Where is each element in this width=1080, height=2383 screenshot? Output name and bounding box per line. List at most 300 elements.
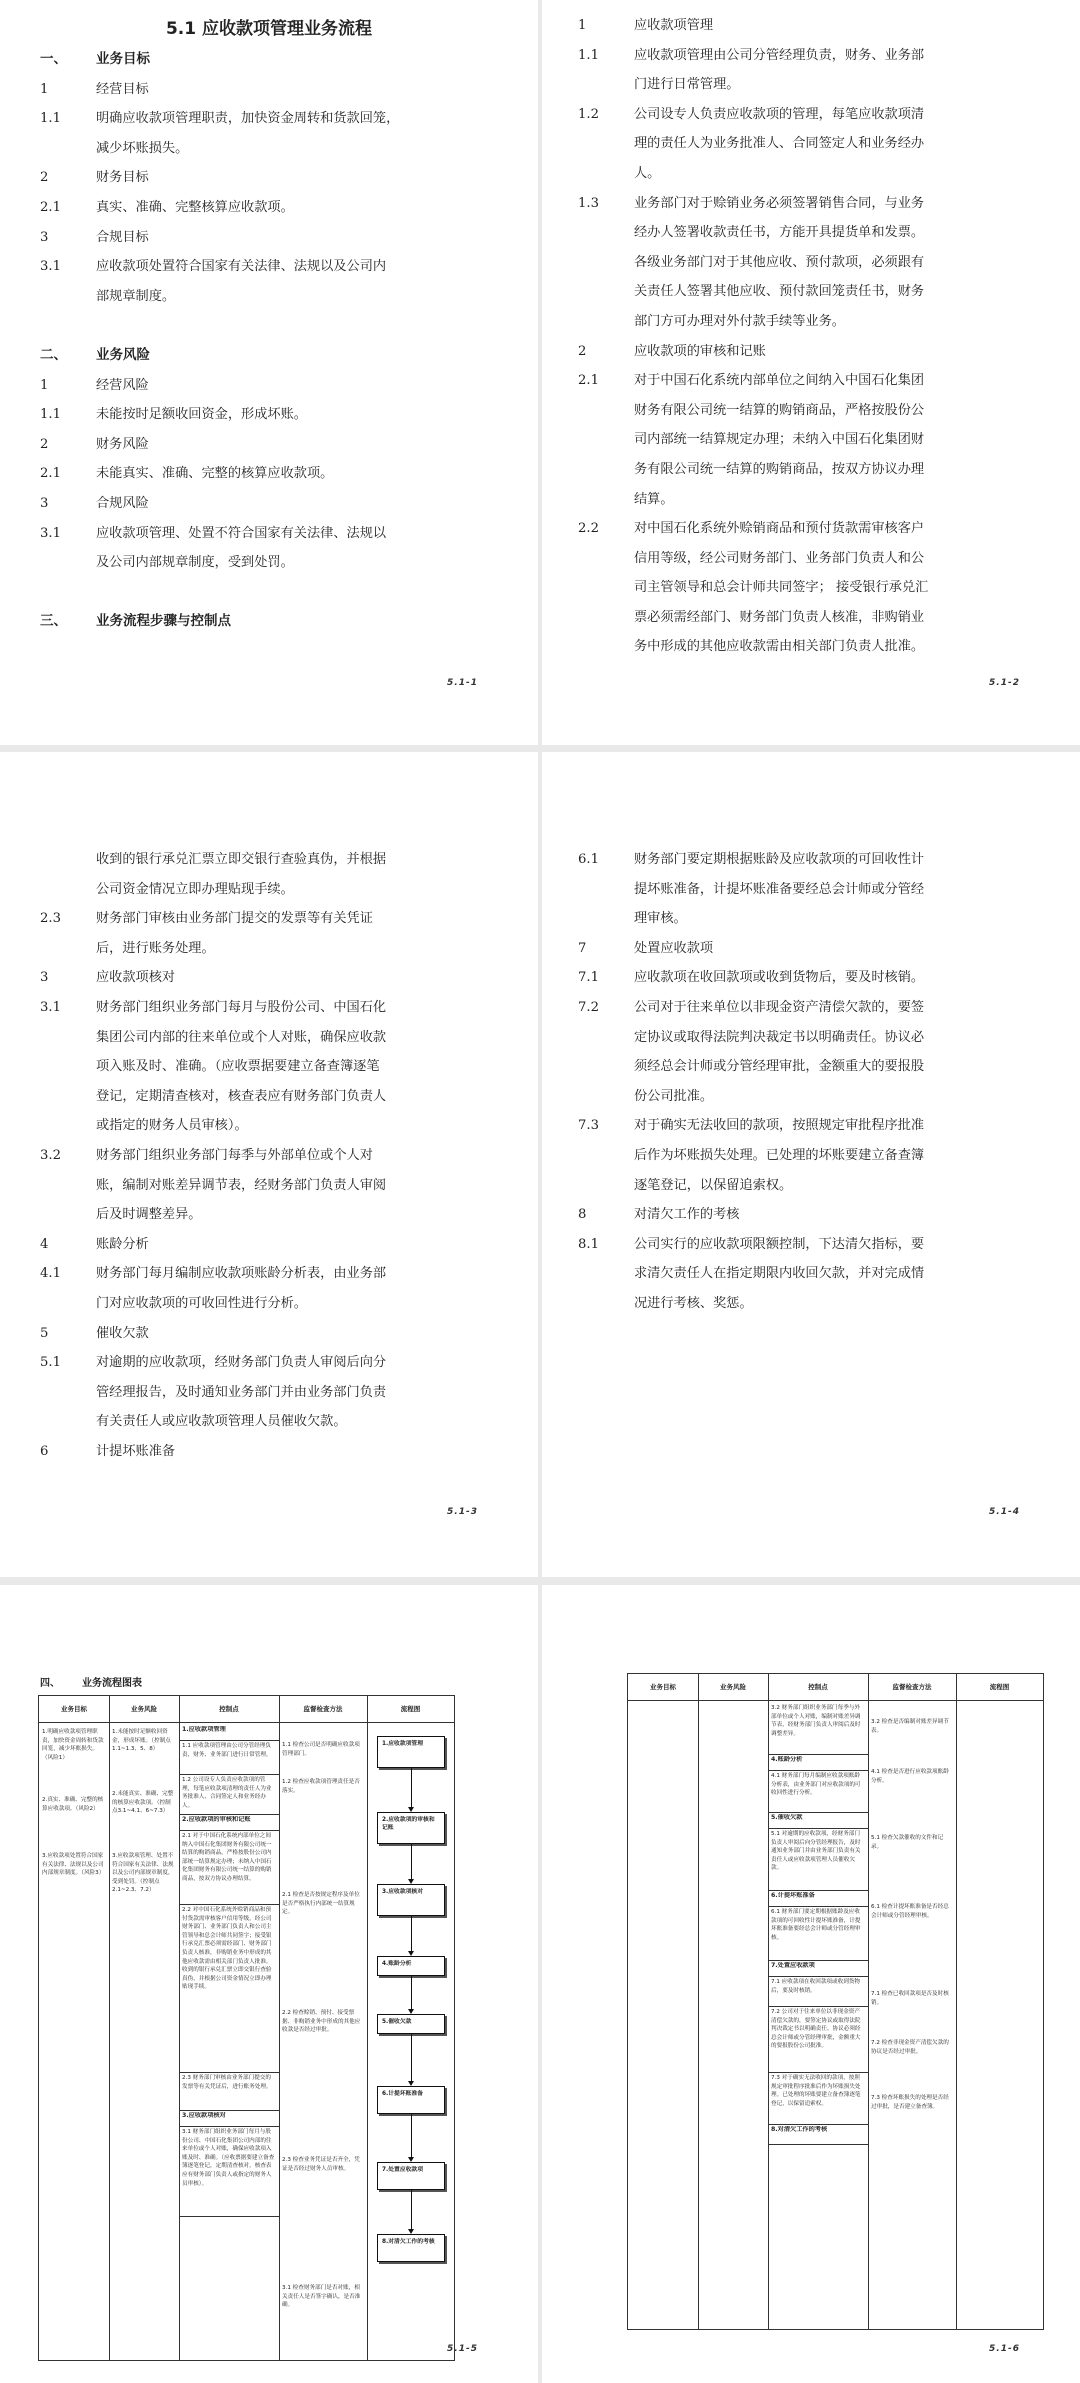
document-page-5	[0, 1585, 538, 2383]
check-method: 3.2 检查是否编制对账差异调节表。	[871, 1719, 949, 1734]
clause-text: 未能按时足额收回资金，形成坏账。	[96, 407, 307, 423]
clause-text: 经营风险	[96, 377, 149, 393]
clause-text: 财务部门组织业务部门每季与外部单位或个人对	[96, 1147, 373, 1163]
clause-number: 二、	[40, 346, 67, 363]
clause-text: 应收款项核对	[96, 970, 176, 986]
business-risk: 2.未能真实、准确、完整的核算应收款项。（控制点3.1~4.1、6~7.3）	[112, 1791, 174, 1815]
flowchart-step: 8.对清欠工作的考核	[377, 2234, 445, 2262]
clause-text: 份公司批准。	[634, 1088, 714, 1104]
page-number: 5.1-3	[447, 1507, 478, 1517]
text-line	[40, 459, 498, 489]
column-rule	[279, 1696, 280, 2360]
control-point: 7.2 公司对于往来单位以非现金资产清偿欠款的，要签定协议或取得法院判决裁定书以明确责任。协议必须经总会计师或分管经理审批，金额重大的要报股份公司批准。	[771, 2009, 861, 2050]
check-method: 2.1 检查是否按规定程序及单位是否严格执行内部统一结算规定。	[282, 1892, 360, 1916]
clause-text: 催收欠款	[96, 1325, 149, 1341]
text-line	[40, 75, 498, 105]
text-line	[40, 1348, 498, 1378]
business-goal: 1.明确应收款项管理职责，加快资金周转和货款回笼，减少坏账损失。（风险1）	[42, 1729, 104, 1761]
check-method: 1.1 检查公司是否明确应收款项管理部门。	[282, 1742, 360, 1757]
clause-text: 业务流程步骤与控制点	[96, 613, 231, 630]
clause-text: 业务风险	[96, 346, 150, 363]
text-line	[578, 277, 1040, 307]
document-page-6	[542, 1585, 1080, 2383]
clause-number: 2	[40, 170, 49, 186]
row-rule	[768, 1890, 868, 1891]
row-rule	[768, 1770, 868, 1771]
clause-number: 1	[578, 18, 587, 33]
section-heading	[40, 45, 498, 75]
business-risk: 3.应收款项管理、处置不符合国家有关法律、法规以及公司内部规章制度，受到处罚。（控制点2.1~2.3、7.2）	[112, 1853, 174, 1894]
text-line	[578, 189, 1040, 219]
row-rule	[768, 1812, 868, 1813]
flowchart-connector	[411, 2114, 412, 2157]
text-line	[40, 875, 498, 905]
clause-text: 未能真实、准确、完整的核算应收款项。	[96, 466, 334, 482]
clause-text: 财务部门审核由业务部门提交的发票等有关凭证	[96, 911, 373, 927]
column-header: 控制点	[219, 1705, 239, 1713]
text-line	[578, 41, 1040, 71]
text-line	[40, 993, 498, 1023]
text-line	[578, 396, 1040, 426]
clause-number: 7	[578, 940, 587, 956]
clause-number: 2.1	[40, 199, 61, 215]
clause-number: 5	[40, 1325, 49, 1341]
clause-text: 财务风险	[96, 436, 149, 452]
page-number: 5.1-4	[989, 1507, 1020, 1517]
clause-text: 后，进行账务处理。	[96, 940, 215, 956]
clause-text: 应收款项在收回款项或收到货物后，要及时核销。	[634, 970, 925, 986]
flowchart-step: 1.应收款项管理	[377, 1736, 445, 1768]
clause-number: 2	[40, 436, 49, 452]
clause-text: 应收款项的审核和记账	[634, 343, 766, 359]
text-line	[40, 1052, 498, 1082]
document-page-1	[0, 0, 538, 745]
clause-number: 2.2	[578, 521, 599, 537]
text-line	[40, 104, 498, 134]
flowchart-step: 5.催收欠款	[377, 2014, 445, 2034]
clause-text: 公司资金情况立即办理贴现手续。	[96, 881, 294, 897]
clause-text: 集团公司内部的往来单位或个人对账，确保应收款	[96, 1029, 387, 1045]
row-rule	[179, 2110, 279, 2111]
clause-number: 三、	[40, 613, 67, 630]
row-rule	[768, 1960, 868, 1961]
clause-text: 经营目标	[96, 81, 149, 97]
control-section: 1.应收款项管理	[182, 1726, 226, 1733]
text-line	[578, 603, 1040, 633]
text-line	[578, 485, 1040, 515]
clause-text: 提坏账准备，计提坏账准备要经总会计师或分管经	[634, 881, 925, 897]
clause-text: 后及时调整差异。	[96, 1207, 202, 1223]
clause-number: 一、	[40, 51, 67, 67]
clause-number: 2.1	[40, 466, 61, 482]
clause-text: 务中形成的其他应收款需由相关部门负责人批准。	[634, 639, 925, 655]
clause-number: 4	[40, 1236, 49, 1252]
text-line	[578, 875, 1040, 905]
control-point: 1.1 应收款项管理由公司分管经理负责，财务、业务部门进行日常管理。	[182, 1743, 272, 1758]
check-method: 7.2 检查非现金资产清偿欠款的协议是否经过审批。	[871, 2040, 949, 2055]
clause-number: 1.1	[578, 47, 599, 63]
text-line	[578, 248, 1040, 278]
control-point: 2.1 对于中国石化系统内部单位之间纳入中国石化集团财务有限公司统一结算的购销商品，严格按股份公司内部统一结算规定办理；未纳入中国石化集团财务有限公司统一结算的购销商品，按双方协议办理结算。	[182, 1833, 272, 1882]
text-line	[40, 548, 498, 578]
clause-text: 对逾期的应收款项，经财务部门负责人审阅后向分	[96, 1355, 387, 1371]
check-method: 2.2 检查赊销、预付、接受票据、非购销业务中形成的其他应收款是否经过审批。	[282, 2010, 361, 2034]
text-line	[40, 904, 498, 934]
flowchart-step: 3.应收款项核对	[377, 1884, 445, 1916]
text-line	[40, 519, 498, 549]
text-line	[578, 425, 1040, 455]
text-line	[578, 100, 1040, 130]
check-method: 7.3 检查坏账损失的处理是否经过审批，是否建立备查簿。	[871, 2095, 949, 2110]
row-rule	[768, 1976, 868, 1977]
text-line	[578, 1141, 1040, 1171]
text-line	[40, 311, 498, 341]
column-header: 监督检查方法	[303, 1705, 343, 1713]
control-point: 2.3 财务部门审核由业务部门提交的发票等有关凭证后，进行账务处理。	[182, 2075, 272, 2090]
control-section: 2.应收款项的审核和记账	[182, 1816, 251, 1823]
clause-text: 或指定的财务人员审核）。	[96, 1118, 248, 1134]
business-goal: 3.应收款项处置符合国家有关法律、法规以及公司内部规章制度。（风险3）	[42, 1853, 105, 1877]
page-number: 5.1-2	[989, 678, 1020, 688]
control-point: 6.1 财务部门要定期根据账龄及应收款项的可回收性计提坏账准备，计提坏账准备要经总会计师或分管经理审核。	[771, 1909, 861, 1941]
text-line	[578, 1259, 1040, 1289]
column-header: 业务风险	[131, 1705, 157, 1713]
text-line	[578, 845, 1040, 875]
text-line	[578, 1082, 1040, 1112]
control-section: 6.计提坏账准备	[771, 1892, 815, 1899]
column-rule	[768, 1674, 769, 2329]
row-rule	[768, 1906, 868, 1907]
clause-text: 公司实行的应收款项限额控制，下达清欠指标，要	[634, 1236, 925, 1252]
clause-text: 处置应收款项	[634, 940, 714, 956]
clause-text: 财务部门每月编制应收款项账龄分析表，由业务部	[96, 1266, 387, 1282]
text-line	[578, 1289, 1040, 1319]
clause-number: 5.1	[40, 1355, 61, 1371]
check-method: 5.1 检查欠款催收的文件和记录。	[871, 1835, 944, 1850]
text-line	[40, 430, 498, 460]
clause-text: 理审核。	[634, 911, 687, 927]
row-rule	[179, 1830, 279, 1831]
clause-text: 求清欠责任人在指定期限内收回欠款，并对完成情	[634, 1266, 925, 1282]
column-header: 流程图	[989, 1683, 1010, 1691]
text-line	[40, 845, 498, 875]
text-line	[40, 1289, 498, 1319]
text-line	[40, 371, 498, 401]
clause-text: 票必须需经部门、财务部门负责人核准，非购销业	[634, 609, 925, 625]
clause-text: 理的责任人为业务批准人、合同签定人和业务经办	[634, 136, 925, 152]
clause-text: 账，编制对账差异调节表，经财务部门负责人审阅	[96, 1177, 387, 1193]
clause-text: 司内部统一结算规定办理；未纳入中国石化集团财	[634, 432, 925, 448]
text-line	[40, 1319, 498, 1349]
clause-number: 1.2	[578, 106, 599, 122]
clause-text: 应收款项处置符合国家有关法律、法规以及公司内	[96, 259, 387, 275]
control-point: 3.2 财务部门组织业务部门每季与外部单位或个人对账，编制对账差异调节表，经财务部门负责人审阅后及时调整差异。	[771, 1705, 861, 1737]
clause-text: 逐笔登记，以保留追索权。	[634, 1177, 793, 1193]
text-line	[40, 1407, 498, 1437]
text-line	[578, 573, 1040, 603]
clause-text: 业务部门对于赊销业务必须签署销售合同，与业务	[634, 195, 925, 211]
page-4-text	[578, 845, 1040, 1319]
flowchart-connector	[411, 1844, 412, 1879]
clause-text: 财务有限公司统一结算的购销商品，严格按股份公	[634, 402, 925, 418]
clause-text: 计提坏账准备	[96, 1443, 176, 1459]
clause-number: 3	[40, 495, 49, 511]
text-line	[578, 934, 1040, 964]
clause-text: 后作为坏账损失处理。已处理的坏账要建立备查簿	[634, 1147, 925, 1163]
clause-text: 司主管领导和总会计师共同签字； 接受银行承兑汇	[634, 580, 929, 596]
text-line	[578, 1230, 1040, 1260]
text-line	[40, 963, 498, 993]
text-line	[40, 934, 498, 964]
column-header: 流程图	[400, 1705, 421, 1713]
page-2-text	[578, 11, 1040, 662]
row-rule	[768, 1754, 868, 1755]
clause-text: 应收款项管理、处置不符合国家有关法律、法规以	[96, 525, 387, 541]
text-line	[40, 578, 498, 608]
check-method: 7.1 检查已收回款项是否及时核销。	[871, 1991, 949, 2006]
control-point: 4.1 财务部门每月编制应收款项账龄分析表，由业务部门对应收款项的可收回性进行分析。	[771, 1773, 861, 1797]
clause-text: 管经理报告，及时通知业务部门并由业务部门负责	[96, 1384, 387, 1400]
text-line	[578, 129, 1040, 159]
text-line	[40, 252, 498, 282]
clause-text: 各级业务部门对于其他应收、预付款项，必须跟有	[634, 254, 925, 270]
document-title: 5.1 应收款项管理业务流程	[165, 19, 373, 39]
row-rule	[179, 2216, 279, 2217]
clause-text: 对中国石化系统外赊销商品和预付货款需审核客户	[634, 521, 925, 537]
clause-text: 对清欠工作的考核	[634, 1207, 740, 1223]
section-heading	[40, 341, 498, 371]
page-number: 5.1-6	[989, 2344, 1020, 2354]
column-header: 控制点	[808, 1683, 828, 1691]
clause-text: 明确应收款项管理职责，加快资金周转和货款回笼，	[96, 111, 400, 127]
page-1-text	[40, 45, 498, 637]
text-line	[578, 366, 1040, 396]
clause-number: 3	[40, 970, 49, 986]
text-line	[40, 1082, 498, 1112]
row-rule	[179, 1740, 279, 1741]
page-3-text	[40, 845, 498, 1466]
clause-number: 3.2	[40, 1147, 61, 1163]
clause-text: 及公司内部规章制度，受到处罚。	[96, 555, 294, 571]
clause-number: 3.1	[40, 259, 61, 275]
clause-number: 1.1	[40, 407, 61, 423]
clause-text: 对于中国石化系统内部单位之间纳入中国石化集团	[634, 373, 925, 389]
clause-number: 1.3	[578, 195, 599, 211]
business-risk: 1.未能按时足额收回资金，形成坏账。（控制点1.1~1.3、5、8）	[112, 1729, 171, 1753]
text-line	[40, 1259, 498, 1289]
clause-text: 公司对于往来单位以非现金资产清偿欠款的，要签	[634, 999, 925, 1015]
text-line	[40, 163, 498, 193]
text-line	[578, 514, 1040, 544]
document-page-3	[0, 752, 538, 1577]
column-header: 业务目标	[61, 1705, 87, 1713]
check-method: 2.3 检查业务凭证是否齐全，凭证是否经过财务人员审核。	[282, 2157, 360, 2172]
flowchart-step: 4.账龄分析	[377, 1956, 445, 1976]
clause-text: 对于确实无法收回的款项，按照规定审批程序批准	[634, 1118, 925, 1134]
clause-text: 财务部门要定期根据账龄及应收款项的可回收性计	[634, 852, 925, 867]
clause-text: 收到的银行承兑汇票立即交银行查验真伪，并根据	[96, 852, 387, 867]
column-rule	[698, 1674, 699, 2329]
flowchart-connector	[411, 2034, 412, 2081]
check-method: 1.2 检查应收款项管理责任是否落实。	[282, 1779, 360, 1794]
text-line	[40, 223, 498, 253]
control-section: 3.应收款项核对	[182, 2112, 226, 2119]
text-line	[578, 1023, 1040, 1053]
row-rule	[179, 1904, 279, 1905]
clause-number: 3.1	[40, 999, 61, 1015]
row-rule	[768, 2072, 868, 2073]
row-rule	[768, 2144, 868, 2145]
control-point: 3.1 财务部门组织业务部门每月与股份公司、中国石化集团公司内部的往来单位或个人对账，确保应收款项入账及时、准确。（应收票据要建立备查簿逐笔登记，定期清查核对，核查表应有财务部门负责人或指定的财务人员审核）。	[182, 2129, 275, 2187]
clause-text: 经办人签署收款责任书，方能开具提货单和发票。	[634, 225, 925, 241]
control-point: 5.1 对逾期的应收款项，经财务部门负责人审阅后向分管经理报告，及时通知业务部门并由业务部门负责有关责任人或应收款项管理人员催收欠款。	[771, 1831, 861, 1872]
clause-number: 1	[40, 81, 49, 97]
clause-number: 7.1	[578, 970, 599, 986]
row-rule	[179, 1774, 279, 1775]
clause-text: 登记，定期清查核对，核查表应有财务部门负责人	[96, 1088, 387, 1104]
page-number: 5.1-1	[447, 678, 478, 688]
clause-text: 信用等级，经公司财务部门、业务部门负责人和公	[634, 550, 925, 566]
control-point: 7.1 应收款项在收回款项或收到货物后，要及时核销。	[771, 1979, 860, 1994]
text-line	[578, 70, 1040, 100]
row-rule	[768, 2006, 868, 2007]
clause-text: 务有限公司统一结算的购销商品，按双方协议办理	[634, 461, 925, 477]
clause-number: 8	[578, 1207, 587, 1223]
flow-table	[38, 1695, 455, 2361]
clause-number: 3	[40, 229, 49, 245]
column-header: 监督检查方法	[892, 1683, 932, 1691]
text-line	[40, 193, 498, 223]
check-method: 3.1 检查财务部门是否对账，相关责任人是否签字确认，是否准确。	[282, 2285, 361, 2309]
section-heading	[40, 607, 498, 637]
flowchart-connector	[411, 2190, 412, 2229]
text-line	[40, 489, 498, 519]
flowchart-connector	[411, 1916, 412, 1951]
clause-number: 6.1	[578, 852, 599, 867]
clause-number: 1.1	[40, 111, 61, 127]
column-rule	[179, 1696, 180, 2360]
clause-text: 定协议或取得法院判决裁定书以明确责任。协议必	[634, 1029, 925, 1045]
column-rule	[956, 1674, 957, 2329]
column-rule	[367, 1696, 368, 2360]
column-rule	[109, 1696, 110, 2360]
text-line	[40, 1141, 498, 1171]
row-rule	[179, 1814, 279, 1815]
clause-text: 关责任人签署其他应收、预付款回笼责任书，财务	[634, 284, 925, 300]
document-page-2	[542, 0, 1080, 745]
control-section: 5.催收欠款	[771, 1814, 803, 1821]
text-line	[578, 1111, 1040, 1141]
text-line	[40, 1111, 498, 1141]
text-line	[578, 337, 1040, 367]
clause-text: 减少坏账损失。	[96, 140, 189, 156]
text-line	[40, 134, 498, 164]
clause-text: 须经总会计师或分管经理审批，金额重大的要报股	[634, 1059, 925, 1075]
check-method: 6.1 检查计提坏账准备是否经总会计师或分管经理审核。	[871, 1904, 949, 1919]
text-line	[578, 307, 1040, 337]
text-line	[578, 1200, 1040, 1230]
control-point: 7.3 对于确实无法收回的款项，按照规定审批程序批准后作为坏账损失处理。已处理的坏账要建立备查簿逐笔登记，以保留追索权。	[771, 2075, 861, 2107]
clause-text: 财务部门组织业务部门每月与股份公司、中国石化	[96, 999, 387, 1015]
clause-text: 应收款项管理由公司分管经理负责，财务、业务部	[634, 47, 925, 63]
check-method: 4.1 检查是否进行应收款项账龄分析。	[871, 1769, 949, 1784]
text-line	[40, 1200, 498, 1230]
text-line	[40, 1023, 498, 1053]
clause-number: 6	[40, 1443, 49, 1459]
clause-text: 门进行日常管理。	[634, 77, 740, 93]
clause-text: 结算。	[634, 491, 674, 507]
business-goal: 2.真实、准确、完整的核算应收款项。（风险2）	[42, 1797, 104, 1812]
flowchart-step: 2.应收款项的审核和记账	[377, 1812, 445, 1844]
document-page-4	[542, 752, 1080, 1577]
text-line	[40, 400, 498, 430]
control-section: 7.处置应收款项	[771, 1962, 815, 1969]
row-rule	[768, 2124, 868, 2125]
row-rule	[768, 1828, 868, 1829]
clause-text: 真实、准确、完整核算应收款项。	[96, 199, 294, 215]
text-line	[578, 632, 1040, 662]
clause-text: 应收款项管理	[634, 18, 714, 33]
text-line	[40, 1437, 498, 1467]
clause-number: 7.2	[578, 999, 599, 1015]
clause-number: 4.1	[40, 1266, 61, 1282]
page-number: 5.1-5	[447, 2344, 478, 2354]
row-rule	[179, 2126, 279, 2127]
clause-text: 公司设专人负责应收款项的管理，每笔应收款项清	[634, 106, 925, 122]
clause-number: 2.1	[578, 373, 599, 389]
column-header: 业务风险	[720, 1683, 746, 1691]
text-line	[578, 159, 1040, 189]
column-header: 业务目标	[650, 1683, 676, 1691]
clause-text: 项入账及时、准确。（应收票据要建立备查簿逐笔	[96, 1059, 380, 1075]
clause-number: 3.1	[40, 525, 61, 541]
clause-text: 合规风险	[96, 495, 149, 511]
clause-text: 合规目标	[96, 229, 149, 245]
clause-number: 8.1	[578, 1236, 599, 1252]
text-line	[578, 455, 1040, 485]
text-line	[40, 1230, 498, 1260]
flowchart-step: 6.计提坏账准备	[377, 2086, 445, 2114]
text-line	[40, 282, 498, 312]
flowchart-connector	[411, 1768, 412, 1807]
text-line	[578, 963, 1040, 993]
text-line	[578, 1171, 1040, 1201]
flowchart-step: 7.处置应收款项	[377, 2162, 445, 2190]
control-point: 1.2 公司设专人负责应收款项的管理，每笔应收款项清理的责任人为业务批准人、合同签定人和业务经办人。	[182, 1777, 272, 1809]
clause-text: 财务目标	[96, 170, 149, 186]
text-line	[578, 904, 1040, 934]
flow-table	[627, 1673, 1044, 2330]
clause-text: 部门方可办理对外付款手续等业务。	[634, 313, 845, 329]
text-line	[578, 11, 1040, 41]
clause-text: 有关责任人或应收款项管理人员催收欠款。	[96, 1414, 347, 1430]
text-line	[578, 218, 1040, 248]
clause-number: 7.3	[578, 1118, 599, 1134]
clause-text: 况进行考核、奖惩。	[634, 1295, 753, 1311]
clause-number: 2	[578, 343, 587, 359]
column-rule	[868, 1674, 869, 2329]
flowchart-connector	[411, 1976, 412, 2009]
text-line	[40, 1171, 498, 1201]
clause-text: 账龄分析	[96, 1236, 149, 1252]
clause-number: 1	[40, 377, 49, 393]
text-line	[578, 993, 1040, 1023]
clause-text: 业务目标	[96, 51, 150, 67]
section-heading: 四、 业务流程图表	[40, 1678, 142, 1689]
text-line	[578, 544, 1040, 574]
control-section: 8.对清欠工作的考核	[771, 2126, 828, 2133]
clause-text: 部规章制度。	[96, 288, 176, 304]
